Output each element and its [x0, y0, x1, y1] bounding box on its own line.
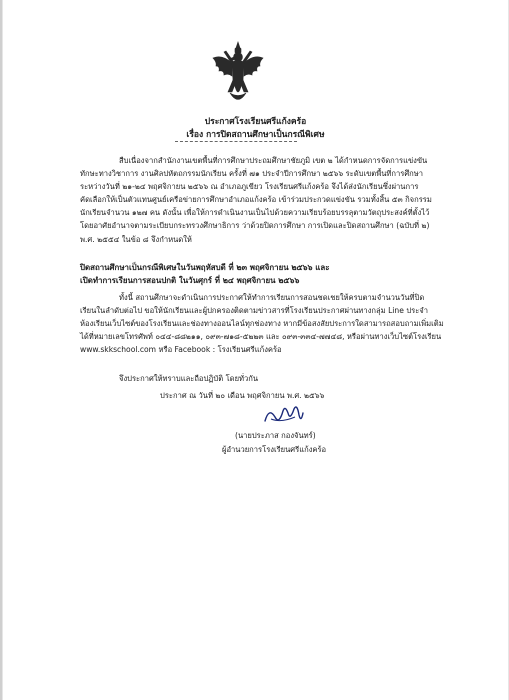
text-line: เรียนในลำดับต่อไป ขอให้นักเรียนและผู้ปกครองติดตามข่าวสารที่โรงเรียนประกาศผ่านทางกลุ่ม Line ประจำ	[80, 306, 429, 316]
announcement-subject: เรื่อง การปิดสถานศึกษาเป็นกรณีพิเศษ	[186, 130, 325, 140]
text-line: โดยอาศัยอำนาจตามระเบียบกระทรวงศึกษาธิการ ว่าด้วยปิดการศึกษา การเปิดและปิดสถานศึกษา (ฉบับที่ ๒)	[80, 221, 430, 231]
divider-line	[175, 141, 297, 142]
document-page	[2, 0, 509, 700]
text-line: ห้องเรียนเว็บไซต์ของโรงเรียนและช่องทางออนไลน์ทุกช่องทาง หากมีข้อสงสัยประการใดสามารถสอบถามเพิ่มเติม	[80, 319, 444, 329]
text-line: สืบเนื่องจากสำนักงานเขตพื้นที่การศึกษาประถมศึกษาชัยภูมิ เขต ๒ ได้กำหนดการจัดการแข่งขัน	[119, 156, 428, 165]
text-line: เปิดทำการเรียนการสอนปกติ ในวันศุกร์ ที่ ๒๔ พฤศจิกายน ๒๕๖๖	[80, 276, 300, 286]
handwritten-signature	[261, 399, 305, 429]
text-line: www.skkschool.com หรือ Facebook : โรงเรียนศรีแก้งคร้อ	[80, 345, 282, 355]
text-line: ได้ที่หมายเลขโทรศัพท์ ๐๔๔-๘๘๒๑๑, ๐๙๓-๗๑๘-๕๒๒๓ และ ๐๙๓-๓๓๔-๗๗๔๘, หรือผ่านทางเว็บไซต์โรงเรียน	[80, 332, 442, 342]
signer-title: ผู้อำนวยการโรงเรียนศรีแก้งคร้อ	[222, 445, 327, 454]
text-line: ระหว่างวันที่ ๒๑-๒๔ พฤศจิกายน ๒๕๖๖ ณ อำเภอภูเขียว โรงเรียนศรีแก้งคร้อ จึงได้ส่งนักเรียนซึ่งผ่านการ	[80, 182, 419, 192]
announcement-title: ประกาศโรงเรียนศรีแก้งคร้อ	[204, 117, 307, 127]
text-line: ทั้งนี้ สถานศึกษาจะดำเนินการประกาศให้ทำการเรียนการสอนชดเชยให้ครบตามจำนวนวันที่ปิด	[119, 293, 425, 302]
text-line: พ.ศ. ๒๕๕๔ ในข้อ ๘ จึงกำหนดให้	[80, 234, 192, 244]
closing-statement: จึงประกาศให้ทราบและถือปฏิบัติ โดยทั่วกัน	[119, 374, 259, 383]
signer-name: (นายประภาส กองจันทร์)	[235, 431, 316, 440]
text-line: นักเรียนจำนวน ๑๒๗ คน ดังนั้น เพื่อให้การดำเนินงานเป็นไปด้วยความเรียบร้อยบรรลุตามวัตถุประสงค์ที่ตั้งไว้	[80, 208, 430, 218]
body-paragraph-1	[80, 154, 432, 246]
closure-announcement	[80, 261, 329, 287]
body-paragraph-3	[80, 291, 444, 356]
text-line: ทักษะทางวิชาการ งานศิลปหัตถกรรมนักเรียน ครั้งที่ ๗๑ ประจำปีการศึกษา ๒๕๖๖ ระดับเขตพื้นที่การศึกษา	[80, 169, 424, 179]
text-line: คัดเลือกให้เป็นตัวแทนศูนย์เครือข่ายการศึกษาอำเภอแก้งคร้อ เข้าร่วมประกวดแข่งขัน รวมทั้งสิ้น ๕๓ กิจกรรม	[80, 195, 432, 205]
garuda-emblem-icon	[210, 40, 266, 108]
date-line: ประกาศ ณ วันที่ ๒๐ เดือน พฤศจิกายน พ.ศ. ๒๕๖๖	[160, 391, 325, 400]
text-line: ปิดสถานศึกษาเป็นกรณีพิเศษในวันพฤหัสบดี ที่ ๒๓ พฤศจิกายน ๒๕๖๖ และ	[80, 263, 330, 272]
